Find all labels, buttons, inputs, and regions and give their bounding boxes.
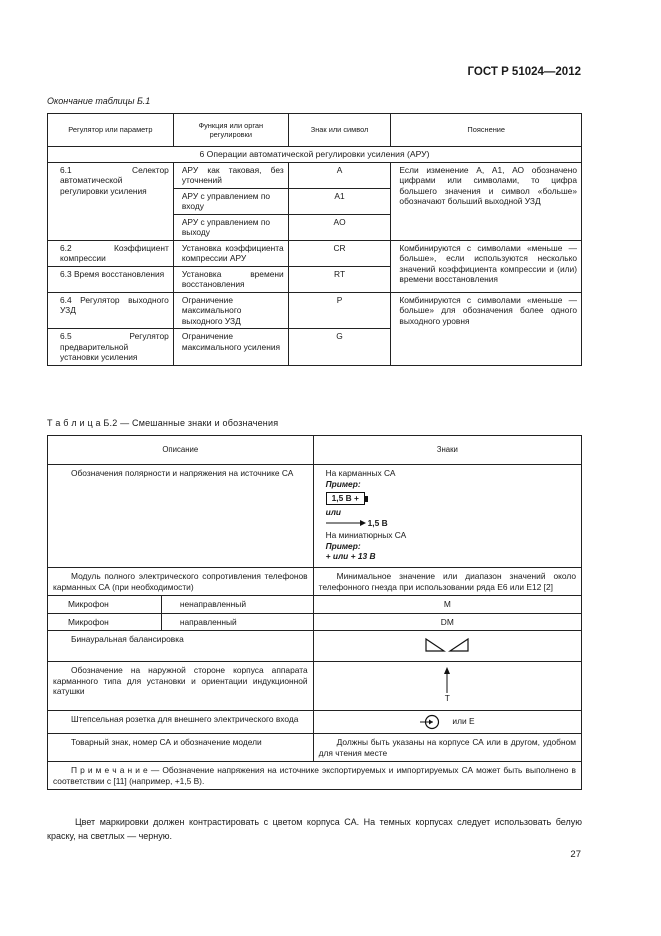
column-header-description: Описание [48, 436, 314, 465]
table-row [48, 292, 582, 329]
example-label: Пример: [325, 478, 361, 489]
voltage-arrow [326, 518, 388, 529]
function-cell: АРУ как таковая, без уточнений [173, 162, 288, 188]
example-label: Пример: [325, 540, 361, 551]
socket-alt-label: или Е [452, 716, 475, 727]
table-row [48, 596, 582, 614]
miniature-label: На миниатюрных СА [325, 529, 407, 540]
description-subcell: направленный [161, 613, 313, 631]
table-row [48, 568, 582, 596]
sign-cell: DM [313, 613, 581, 631]
function-cell: Установка времени восстановления [173, 266, 288, 292]
description-cell: Обозначение на наружной стороне корпуса аппарата карманного типа для установки и ориентации индукционной катушки [48, 662, 314, 711]
column-header: Пояснение [391, 114, 582, 147]
table1-caption: Окончание таблицы Б.1 [47, 96, 151, 106]
table-row [48, 631, 582, 662]
voltage-label: 1,5 В [367, 517, 388, 528]
page-number: 27 [570, 849, 581, 860]
symbol-cell: CR [288, 240, 391, 266]
symbol-cell: P [288, 292, 391, 329]
param-cell: 6.1 Селектор автоматической регулировки усиления [48, 162, 174, 240]
up-arrow-icon [442, 667, 452, 693]
document-standard-header: ГОСТ Р 51024—2012 [467, 66, 581, 78]
table-row [48, 662, 582, 711]
function-cell: Ограничение максимального усиления [173, 329, 288, 366]
symbol-cell: A [288, 162, 391, 188]
column-header: Регулятор или параметр [48, 114, 174, 147]
sign-cell [313, 711, 581, 734]
sign-cell [313, 662, 581, 711]
description-cell: Бинауральная балансировка [48, 631, 314, 662]
description-cell: Микрофон [48, 613, 162, 631]
function-cell: Ограничение максимального выходного УЗД [173, 292, 288, 329]
sign-cell: Должны быть указаны на корпусе СА или в другом, удобном для чтения месте [313, 734, 581, 762]
description-cell: Микрофон [48, 596, 162, 614]
param-cell: 6.2 Коэффициент компрессии [48, 240, 174, 266]
table-row [48, 162, 582, 188]
symbol-cell: G [288, 329, 391, 366]
miniature-value: + или + 13 В [325, 551, 376, 562]
note-cell: Комбинируются с символами «меньше — больше» для обозначения более одного выходного уровня [391, 292, 582, 365]
description-cell: Модуль полного электрического сопротивления телефонов карманных СА (при необходимости) [48, 568, 314, 596]
description-cell: Товарный знак, номер СА и обозначение модели [48, 734, 314, 762]
table-row [48, 465, 582, 568]
table-row [48, 711, 582, 734]
pocket-label: На карманных СА [325, 468, 396, 478]
battery-icon [326, 492, 365, 505]
note-label: П р и м е ч а н и е [71, 765, 148, 775]
column-header: Знак или символ [288, 114, 391, 147]
or-label: или [325, 506, 342, 517]
symbol-cell: RT [288, 266, 391, 292]
param-cell: 6.5 Регулятор предварительной установки усиления [48, 329, 174, 366]
sign-cell [313, 631, 581, 662]
symbol-cell: A1 [288, 188, 391, 214]
note-cell: Если изменение А, А1, АО обозначено цифрами или символами, то цифра большего значения и символ «больше» обозначают больший выходной УЗД [391, 162, 582, 240]
table-row [48, 734, 582, 762]
section-title: 6 Операции автоматической регулировки усиления (АРУ) [48, 147, 582, 163]
symbol-cell: AO [288, 214, 391, 240]
polarity-sign-cell [313, 465, 581, 568]
sign-cell: Минимальное значение или диапазон значений около телефонного гнезда при использовании ряда Е6 или Е12 [2] [313, 568, 581, 596]
table-b1-continuation [47, 113, 582, 366]
table-note [48, 762, 582, 790]
column-header-signs: Знаки [313, 436, 581, 465]
table2-caption: Т а б л и ц а Б.2 — Смешанные знаки и обозначения [47, 418, 279, 428]
binaural-balance-icon [424, 637, 470, 653]
function-cell: АРУ с управлением по выходу [173, 214, 288, 240]
note-text: — Обозначение напряжения на источнике экспортируемых и импортируемых СА может быть выполнено в соответствии с [11] (например, +1,5 В). [53, 765, 576, 786]
table-row [48, 240, 582, 266]
description-subcell: ненаправленный [161, 596, 313, 614]
function-cell: Установка коэффициента компрессии АРУ [173, 240, 288, 266]
description-cell: Штепсельная розетка для внешнего электрического входа [48, 711, 314, 734]
coil-symbol: T [444, 693, 450, 703]
sign-cell: M [313, 596, 581, 614]
column-header: Функция или орган регулировки [173, 114, 288, 147]
section-row [48, 147, 582, 163]
param-cell: 6.4 Регулятор выходного УЗД [48, 292, 174, 329]
table-header-row [48, 436, 582, 465]
body-paragraph: Цвет маркировки должен контрастировать с цветом корпуса СА. На темных корпусах следует использовать белую краску, на светлых — черную. [47, 817, 582, 841]
table-b2-mixed-signs [47, 435, 582, 790]
description-cell: Обозначения полярности и напряжения на источнике СА [48, 465, 314, 568]
param-cell: 6.3 Время восстановления [48, 266, 174, 292]
function-cell: АРУ с управлением по входу [173, 188, 288, 214]
table-row [48, 613, 582, 631]
socket-input-icon [420, 714, 446, 730]
right-arrow-icon [326, 519, 366, 527]
note-row [48, 762, 582, 790]
note-cell: Комбинируются с символами «меньше — больше», если используются несколько значений коэффициента компрессии и (или) времени восстановления [391, 240, 582, 292]
battery-label: 1,5 В + [331, 492, 359, 503]
table-header-row [48, 114, 582, 147]
